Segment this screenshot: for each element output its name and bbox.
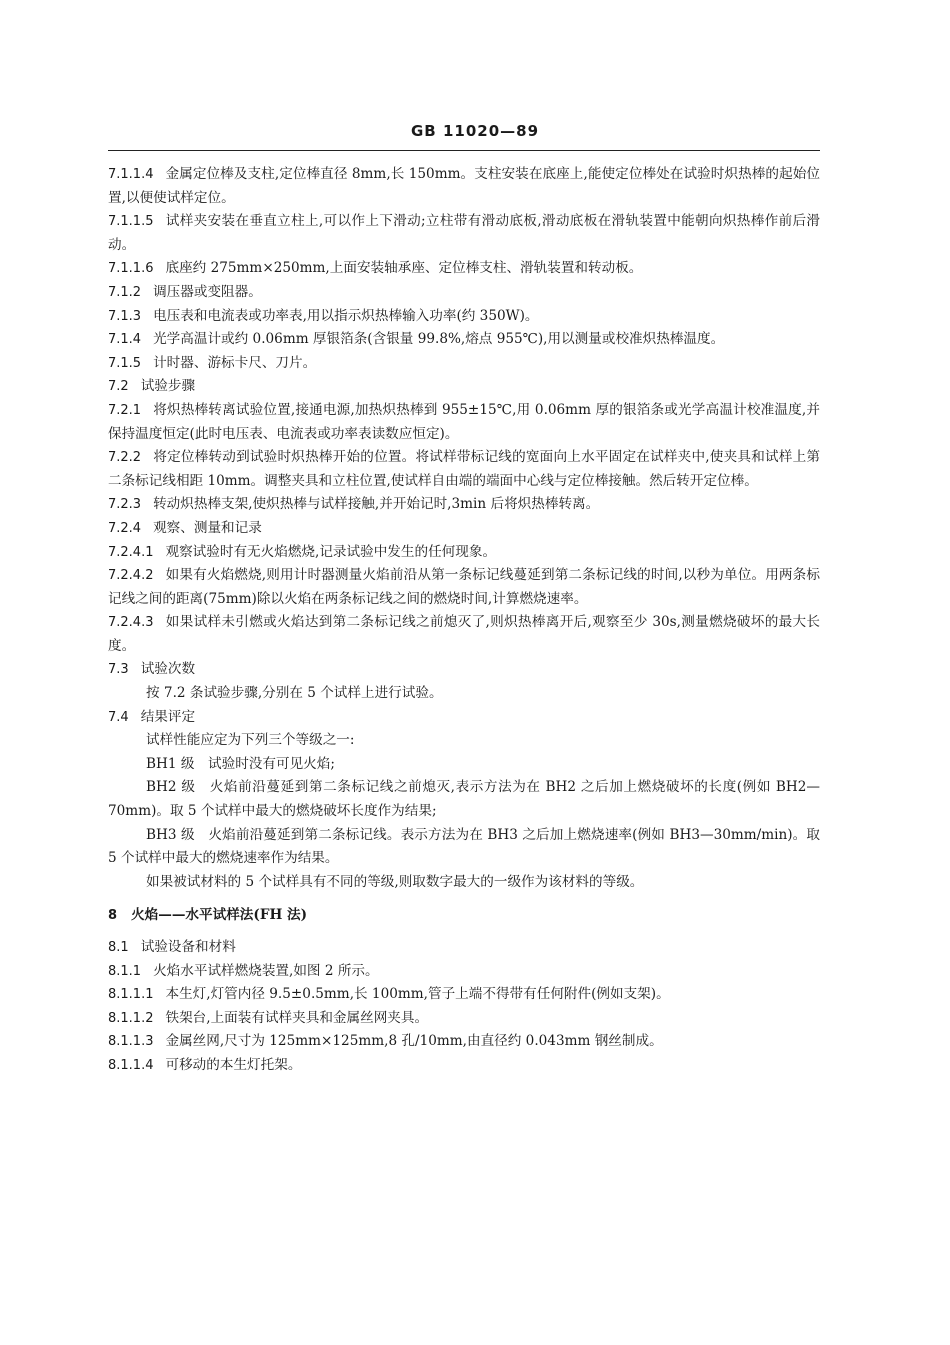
clause-text: 可移动的本生灯托架。	[165, 1056, 302, 1073]
clause-text: 调压器或变阻器。	[153, 283, 262, 300]
paragraph	[108, 936, 820, 960]
paragraph	[108, 305, 820, 329]
paragraph	[108, 446, 820, 493]
paragraph	[108, 352, 820, 376]
clause-text: 如果试样未引燃或火焰达到第二条标记线之前熄灭了,则炽热棒离开后,观察至少 30s,测量燃烧破坏的最大长度。	[108, 614, 820, 654]
clause-text: 将定位棒转动到试验时炽热棒开始的位置。将试样带标记线的宽面向上水平固定在试样夹中,使夹具和试样上第二条标记线相距 10mm。调整夹具和立柱位置,使试样自由端的端面中心线与定位棒接触。然后转开定位棒。	[108, 449, 820, 489]
clause-text: 火焰——水平试样法(FH 法)	[131, 907, 308, 924]
paragraph	[108, 1030, 820, 1054]
document-body	[108, 163, 820, 1078]
header-rule	[108, 150, 820, 151]
clause-number: 7.1.5	[108, 355, 142, 371]
paragraph	[108, 824, 820, 871]
clause-number: 8.1.1	[108, 963, 142, 979]
clause-text: 按 7.2 条试验步骤,分别在 5 个试样上进行试验。	[146, 685, 443, 702]
clause-text: 试验设备和材料	[140, 939, 236, 955]
clause-text: 试验次数	[140, 661, 196, 678]
clause-number: 8	[108, 908, 118, 924]
clause-number: 7.2.4	[108, 520, 142, 536]
clause-text: 金属定位棒及支柱,定位棒直径 8mm,长 150mm。支柱安装在底座上,能使定位棒处在试验时炽热棒的起始位置,以便使试样定位。	[108, 166, 820, 206]
clause-text: 底座约 275mm×250mm,上面安装轴承座、定位棒支柱、滑轨装置和转动板。	[165, 260, 643, 277]
clause-number: 7.3	[108, 662, 129, 678]
clause-text: 观察、测量和记录	[153, 519, 262, 536]
paragraph	[108, 706, 820, 730]
paragraph	[108, 983, 820, 1007]
paragraph	[108, 729, 820, 753]
clause-text: 电压表和电流表或功率表,用以指示炽热棒输入功率(约 350W)。	[153, 307, 539, 324]
clause-number: 7.2	[108, 379, 129, 395]
clause-text: 光学高温计或约 0.06mm 厚银箔条(含银量 99.8%,熔点 955℃),用以测量或校准炽热棒温度。	[153, 331, 725, 348]
document-header: GB 11020—89	[410, 122, 540, 140]
clause-text: 如果被试材料的 5 个试样具有不同的等级,则取数字最大的一级作为该材料的等级。	[146, 873, 644, 890]
clause-text: 将炽热棒转离试验位置,接通电源,加热炽热棒到 955±15℃,用 0.06mm 厚的银箔条或光学高温计校准温度,并保持温度恒定(此时电压表、电流表或功率表读数应恒定)。	[108, 401, 820, 442]
paragraph	[108, 611, 820, 658]
clause-text: 本生灯,灯管内径 9.5±0.5mm,长 100mm,管子上端不得带有任何附件(例如支架)。	[165, 986, 670, 1003]
paragraph	[108, 1054, 820, 1078]
paragraph	[108, 682, 820, 706]
clause-text: 铁架台,上面装有试样夹具和金属丝网夹具。	[165, 1009, 429, 1026]
clause-text: 试验步骤	[140, 378, 196, 395]
clause-text: 结果评定	[140, 708, 196, 725]
paragraph	[108, 871, 820, 895]
clause-number: 8.1.1.3	[108, 1034, 154, 1050]
clause-text: BH2 级 火焰前沿蔓延到第二条标记线之前熄灭,表示方法为在 BH2 之后加上燃烧破坏的长度(例如 BH2—70mm)。取 5 个试样中最大的燃烧破坏长度作为结果;	[108, 779, 820, 820]
clause-number: 7.1.3	[108, 308, 142, 324]
paragraph	[108, 776, 820, 823]
paragraph	[108, 564, 820, 611]
clause-number: 8.1	[108, 940, 129, 955]
clause-number: 7.2.4.1	[108, 544, 154, 560]
paragraph	[108, 541, 820, 565]
clause-number: 8.1.1.2	[108, 1010, 154, 1026]
paragraph	[108, 257, 820, 281]
clause-number: 8.1.1.1	[108, 987, 154, 1003]
clause-number: 7.4	[108, 709, 129, 725]
clause-text: 观察试验时有无火焰燃烧,记录试验中发生的任何现象。	[165, 543, 497, 560]
clause-number: 7.1.1.4	[108, 167, 154, 182]
clause-text: 计时器、游标卡尺、刀片。	[153, 354, 317, 371]
clause-text: 转动炽热棒支架,使炽热棒与试样接触,并开始记时,3min 后将炽热棒转离。	[153, 496, 600, 513]
paragraph	[108, 328, 820, 352]
section-heading	[108, 904, 820, 928]
clause-text: 金属丝网,尺寸为 125mm×125mm,8 孔/10mm,由直径约 0.043mm 钢丝制成。	[165, 1033, 663, 1050]
paragraph	[108, 493, 820, 517]
paragraph	[108, 281, 820, 305]
paragraph	[108, 163, 820, 210]
clause-text: 如果有火焰燃烧,则用计时器测量火焰前沿从第一条标记线蔓延到第二条标记线的时间,以秒为单位。用两条标记线之间的距离(75mm)除以火焰在两条标记线之间的燃烧时间,计算燃烧速率。	[108, 567, 820, 607]
paragraph	[108, 517, 820, 541]
clause-text: 试样性能应定为下列三个等级之一:	[146, 732, 355, 749]
clause-number: 8.1.1.4	[108, 1057, 154, 1073]
clause-text: BH1 级 试验时没有可见火焰;	[146, 755, 335, 772]
clause-number: 7.1.1.6	[108, 261, 154, 277]
clause-number: 7.2.2	[108, 450, 142, 466]
clause-number: 7.1.1.5	[108, 214, 154, 230]
paragraph	[108, 399, 820, 446]
paragraph	[108, 753, 820, 777]
paragraph	[108, 658, 820, 682]
clause-number: 7.2.1	[108, 402, 142, 418]
clause-text: 试样夹安装在垂直立柱上,可以作上下滑动;立柱带有滑动底板,滑动底板在滑轨装置中能朝向炽热棒作前后滑动。	[108, 213, 820, 253]
clause-number: 7.1.4	[108, 332, 142, 348]
clause-number: 7.2.4.2	[108, 568, 154, 584]
paragraph	[108, 375, 820, 399]
paragraph	[108, 960, 820, 984]
paragraph	[108, 1007, 820, 1031]
clause-number: 7.2.4.3	[108, 615, 154, 631]
clause-text: BH3 级 火焰前沿蔓延到第二条标记线。表示方法为在 BH3 之后加上燃烧速率(例如 BH3—30mm/min)。取 5 个试样中最大的燃烧速率作为结果。	[108, 826, 820, 867]
clause-text: 火焰水平试样燃烧装置,如图 2 所示。	[153, 962, 379, 979]
paragraph	[108, 210, 820, 257]
clause-number: 7.2.3	[108, 497, 142, 513]
clause-number: 7.1.2	[108, 284, 142, 300]
